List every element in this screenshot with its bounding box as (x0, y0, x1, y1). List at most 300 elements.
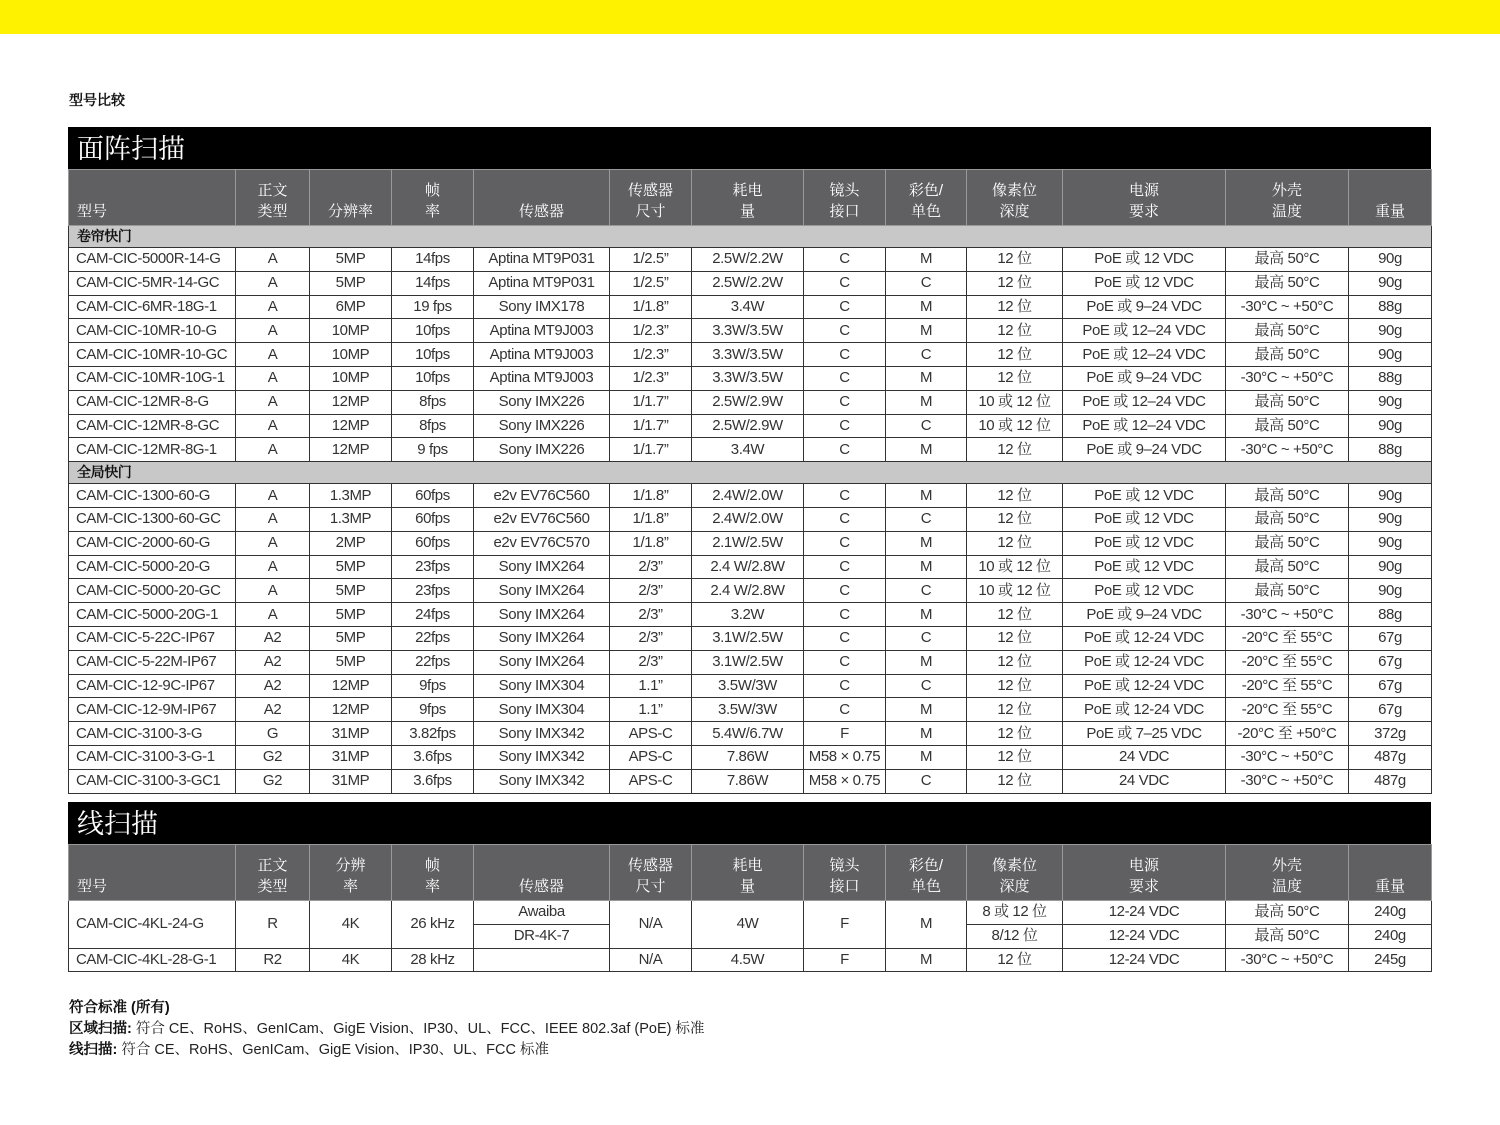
cell-temp: 最高 50°C (1226, 555, 1349, 579)
cell-temp: -20°C 至 55°C (1226, 698, 1349, 722)
table-row (69, 555, 1432, 579)
cell-weight: 487g (1349, 745, 1432, 769)
cell-mount: C (804, 438, 886, 462)
notes-heading: 符合标准 (所有) (69, 1000, 170, 1016)
cell-weight: 487g (1349, 769, 1432, 793)
cell-supply: PoE 或 12 VDC (1063, 555, 1226, 579)
cell-mount: F (804, 948, 886, 972)
cell-model: CAM-CIC-5000-20G-1 (69, 603, 236, 627)
cell-supply: PoE 或 12–24 VDC (1063, 319, 1226, 343)
cell-supply: PoE 或 12–24 VDC (1063, 343, 1226, 367)
cell-weight: 67g (1349, 674, 1432, 698)
cell-mount: C (804, 484, 886, 508)
cell-supply: 24 VDC (1063, 745, 1226, 769)
cell-sensor-size: 2/3” (610, 579, 692, 603)
cell-resolution: 5MP (310, 271, 392, 295)
header-line-1: 帧 (424, 182, 440, 199)
header-line-1: 外壳 (1271, 182, 1302, 199)
cell-supply: PoE 或 12 VDC (1063, 484, 1226, 508)
cell-weight: 240g (1349, 901, 1432, 925)
cell-type: A (236, 366, 310, 390)
column-header (1226, 845, 1349, 901)
cell-type: A (236, 295, 310, 319)
cell-type: A (236, 271, 310, 295)
column-header (610, 170, 692, 226)
cell-weight: 90g (1349, 555, 1432, 579)
cell-depth: 12 位 (967, 948, 1063, 972)
header-line-1: 镜头 (829, 182, 860, 199)
column-header (610, 845, 692, 901)
cell-model: CAM-CIC-6MR-18G-1 (69, 295, 236, 319)
column-header (236, 170, 310, 226)
cell-rate: 10fps (392, 319, 474, 343)
cell-mount: C (804, 650, 886, 674)
cell-supply: 12-24 VDC (1063, 948, 1226, 972)
cell-mount: F (804, 722, 886, 746)
column-header (692, 845, 804, 901)
cell-temp: -30°C ~ +50°C (1226, 745, 1349, 769)
cell-power: 2.5W/2.2W (692, 271, 804, 295)
cell-sensor: Sony IMX264 (474, 626, 610, 650)
table-row (69, 507, 1432, 531)
area-scan-block (68, 127, 1431, 794)
cell-weight: 90g (1349, 271, 1432, 295)
cell-model: CAM-CIC-1300-60-GC (69, 507, 236, 531)
cell-resolution: 12MP (310, 438, 392, 462)
table-row (69, 531, 1432, 555)
cell-type: A (236, 438, 310, 462)
cell-supply: PoE 或 9–24 VDC (1063, 438, 1226, 462)
table-row (69, 674, 1432, 698)
cell-resolution: 4K (310, 901, 392, 949)
cell-rate: 23fps (392, 579, 474, 603)
cell-resolution: 10MP (310, 366, 392, 390)
cell-model: CAM-CIC-5000-20-GC (69, 579, 236, 603)
column-header (967, 845, 1063, 901)
cell-temp: 最高 50°C (1226, 319, 1349, 343)
cell-type: A (236, 484, 310, 508)
cell-power: 3.3W/3.5W (692, 319, 804, 343)
header-line-1: 耗电 (732, 857, 763, 874)
section-label: 卷帘快门 (69, 226, 1432, 248)
cell-rate: 10fps (392, 366, 474, 390)
cell-power: 3.3W/3.5W (692, 366, 804, 390)
cell-power: 2.5W/2.2W (692, 248, 804, 272)
cell-mount: C (804, 555, 886, 579)
cell-color: M (886, 295, 967, 319)
cell-sensor: Sony IMX226 (474, 438, 610, 462)
cell-depth: 10 或 12 位 (967, 579, 1063, 603)
cell-rate: 14fps (392, 271, 474, 295)
cell-sensor-size: 1/1.7” (610, 390, 692, 414)
area-scan-body (69, 226, 1432, 794)
header-line-2: 要求 (1128, 203, 1159, 220)
header-line-1: 耗电 (732, 182, 763, 199)
cell-power: 2.4 W/2.8W (692, 579, 804, 603)
cell-model: CAM-CIC-12MR-8-G (69, 390, 236, 414)
cell-temp: 最高 50°C (1226, 531, 1349, 555)
cell-supply: PoE 或 9–24 VDC (1063, 603, 1226, 627)
cell-color: M (886, 650, 967, 674)
header-line-2: 分辨率 (327, 203, 373, 220)
cell-depth: 12 位 (967, 769, 1063, 793)
cell-mount: F (804, 901, 886, 949)
cell-depth: 12 位 (967, 603, 1063, 627)
column-header (236, 845, 310, 901)
cell-color: M (886, 390, 967, 414)
cell-model: CAM-CIC-12-9C-IP67 (69, 674, 236, 698)
cell-temp: 最高 50°C (1226, 248, 1349, 272)
cell-temp: 最高 50°C (1226, 414, 1349, 438)
cell-supply: 24 VDC (1063, 769, 1226, 793)
cell-sensor-size: N/A (610, 948, 692, 972)
header-line-1: 传感器 (627, 857, 673, 874)
cell-rate: 8fps (392, 414, 474, 438)
column-header (474, 845, 610, 901)
cell-model: CAM-CIC-10MR-10-G (69, 319, 236, 343)
cell-mount: C (804, 414, 886, 438)
cell-model: CAM-CIC-5000-20-G (69, 555, 236, 579)
cell-temp: 最高 50°C (1226, 924, 1349, 948)
cell-depth: 12 位 (967, 484, 1063, 508)
header-line-1: 正文 (257, 857, 288, 874)
cell-temp: 最高 50°C (1226, 271, 1349, 295)
header-line-2: 接口 (829, 203, 860, 220)
column-header (804, 845, 886, 901)
header-line-2: 单色 (910, 878, 941, 895)
area-notes-label: 区域扫描: (69, 1021, 132, 1037)
cell-sensor: Sony IMX264 (474, 650, 610, 674)
cell-power: 4W (692, 901, 804, 949)
cell-depth: 12 位 (967, 674, 1063, 698)
cell-power: 7.86W (692, 769, 804, 793)
cell-type: G2 (236, 745, 310, 769)
cell-model: CAM-CIC-3100-3-G (69, 722, 236, 746)
cell-depth: 12 位 (967, 531, 1063, 555)
cell-weight: 67g (1349, 698, 1432, 722)
cell-supply: PoE 或 9–24 VDC (1063, 366, 1226, 390)
cell-mount: C (804, 507, 886, 531)
header-line-1: 镜头 (829, 857, 860, 874)
cell-color: C (886, 769, 967, 793)
cell-mount: C (804, 626, 886, 650)
table-row (69, 484, 1432, 508)
cell-power: 2.5W/2.9W (692, 390, 804, 414)
cell-sensor-size: 1/2.5” (610, 248, 692, 272)
cell-type: R (236, 901, 310, 949)
cell-resolution: 2MP (310, 531, 392, 555)
cell-weight: 245g (1349, 948, 1432, 972)
cell-model: CAM-CIC-10MR-10-GC (69, 343, 236, 367)
line-scan-block (68, 802, 1431, 972)
header-line-2: 重量 (1374, 878, 1405, 895)
cell-power: 3.4W (692, 438, 804, 462)
table-row (69, 901, 1432, 925)
cell-temp: -30°C ~ +50°C (1226, 366, 1349, 390)
header-line-2: 重量 (1374, 203, 1405, 220)
cell-rate: 9fps (392, 674, 474, 698)
cell-sensor: Aptina MT9J003 (474, 319, 610, 343)
cell-sensor: Aptina MT9J003 (474, 366, 610, 390)
area-scan-table (68, 169, 1432, 794)
cell-supply: PoE 或 12 VDC (1063, 507, 1226, 531)
cell-depth: 12 位 (967, 507, 1063, 531)
table-row (69, 390, 1432, 414)
cell-sensor-size: 2/3” (610, 603, 692, 627)
cell-weight: 90g (1349, 484, 1432, 508)
cell-power: 5.4W/6.7W (692, 722, 804, 746)
cell-power: 3.4W (692, 295, 804, 319)
cell-mount: C (804, 579, 886, 603)
cell-model: CAM-CIC-12MR-8G-1 (69, 438, 236, 462)
cell-sensor: Sony IMX178 (474, 295, 610, 319)
cell-depth: 10 或 12 位 (967, 414, 1063, 438)
cell-depth: 10 或 12 位 (967, 390, 1063, 414)
cell-weight: 88g (1349, 295, 1432, 319)
cell-model: CAM-CIC-12-9M-IP67 (69, 698, 236, 722)
cell-resolution: 5MP (310, 579, 392, 603)
cell-color: M (886, 484, 967, 508)
cell-power: 7.86W (692, 745, 804, 769)
cell-type: A (236, 390, 310, 414)
cell-color: M (886, 248, 967, 272)
cell-type: A (236, 319, 310, 343)
cell-sensor-size: APS-C (610, 769, 692, 793)
cell-power: 3.3W/3.5W (692, 343, 804, 367)
table-row (69, 745, 1432, 769)
cell-type: A (236, 531, 310, 555)
cell-supply: PoE 或 12-24 VDC (1063, 650, 1226, 674)
cell-type: G (236, 722, 310, 746)
cell-rate: 22fps (392, 650, 474, 674)
cell-mount: C (804, 366, 886, 390)
cell-sensor: Sony IMX342 (474, 745, 610, 769)
cell-mount: C (804, 603, 886, 627)
cell-rate: 60fps (392, 484, 474, 508)
section-row (69, 462, 1432, 484)
cell-temp: -30°C ~ +50°C (1226, 948, 1349, 972)
table-row (69, 650, 1432, 674)
cell-supply: 12-24 VDC (1063, 924, 1226, 948)
cell-resolution: 10MP (310, 343, 392, 367)
cell-weight: 90g (1349, 414, 1432, 438)
cell-rate: 9 fps (392, 438, 474, 462)
column-header (392, 845, 474, 901)
cell-model: CAM-CIC-5MR-14-GC (69, 271, 236, 295)
cell-sensor: Sony IMX226 (474, 414, 610, 438)
cell-supply: 12-24 VDC (1063, 901, 1226, 925)
cell-color: M (886, 319, 967, 343)
cell-sensor: DR-4K-7 (474, 924, 610, 948)
table-row (69, 343, 1432, 367)
cell-supply: PoE 或 9–24 VDC (1063, 295, 1226, 319)
cell-color: M (886, 745, 967, 769)
cell-model: CAM-CIC-5-22C-IP67 (69, 626, 236, 650)
cell-power: 3.1W/2.5W (692, 626, 804, 650)
cell-rate: 26 kHz (392, 901, 474, 949)
header-line-2: 率 (424, 878, 440, 895)
table-row (69, 603, 1432, 627)
column-header (69, 170, 236, 226)
cell-resolution: 12MP (310, 698, 392, 722)
cell-depth: 12 位 (967, 343, 1063, 367)
cell-depth: 8/12 位 (967, 924, 1063, 948)
cell-resolution: 5MP (310, 603, 392, 627)
cell-rate: 28 kHz (392, 948, 474, 972)
cell-weight: 90g (1349, 248, 1432, 272)
header-line-2: 尺寸 (635, 203, 666, 220)
cell-sensor-size: 1/1.8” (610, 484, 692, 508)
cell-supply: PoE 或 12–24 VDC (1063, 414, 1226, 438)
cell-sensor (474, 948, 610, 972)
cell-color: C (886, 271, 967, 295)
cell-depth: 12 位 (967, 698, 1063, 722)
table-row (69, 438, 1432, 462)
cell-sensor-size: 1/1.7” (610, 438, 692, 462)
top-accent-bar (0, 0, 1500, 34)
cell-temp: -30°C ~ +50°C (1226, 295, 1349, 319)
cell-sensor-size: APS-C (610, 722, 692, 746)
cell-resolution: 31MP (310, 722, 392, 746)
cell-power: 2.4 W/2.8W (692, 555, 804, 579)
cell-sensor: Sony IMX342 (474, 722, 610, 746)
cell-sensor-size: 1/2.5” (610, 271, 692, 295)
cell-mount: C (804, 319, 886, 343)
cell-sensor: Sony IMX264 (474, 603, 610, 627)
cell-model: CAM-CIC-2000-60-G (69, 531, 236, 555)
cell-power: 3.2W (692, 603, 804, 627)
table-row (69, 769, 1432, 793)
cell-sensor-size: APS-C (610, 745, 692, 769)
header-line-2: 类型 (257, 878, 288, 895)
header-line-2: 尺寸 (635, 878, 666, 895)
table-row (69, 319, 1432, 343)
line-notes-label: 线扫描: (69, 1042, 118, 1058)
cell-color: M (886, 698, 967, 722)
header-line-2: 温度 (1271, 878, 1302, 895)
area-scan-title: 面阵扫描 (68, 127, 1431, 169)
header-line-1: 电源 (1128, 857, 1159, 874)
cell-weight: 90g (1349, 319, 1432, 343)
cell-color: C (886, 414, 967, 438)
column-header (967, 170, 1063, 226)
cell-model: CAM-CIC-10MR-10G-1 (69, 366, 236, 390)
table-row (69, 626, 1432, 650)
table-row (69, 414, 1432, 438)
header-line-2: 深度 (999, 203, 1030, 220)
compliance-notes (69, 998, 705, 1061)
cell-supply: PoE 或 12-24 VDC (1063, 674, 1226, 698)
column-header (474, 170, 610, 226)
cell-sensor-size: 1/1.8” (610, 507, 692, 531)
cell-model: CAM-CIC-3100-3-G-1 (69, 745, 236, 769)
cell-sensor-size: 1/1.8” (610, 295, 692, 319)
cell-resolution: 5MP (310, 650, 392, 674)
cell-mount: C (804, 390, 886, 414)
cell-model: CAM-CIC-4KL-24-G (69, 901, 236, 949)
header-line-2: 型号 (77, 878, 108, 895)
column-header (804, 170, 886, 226)
header-line-2: 类型 (257, 203, 288, 220)
cell-weight: 372g (1349, 722, 1432, 746)
cell-rate: 24fps (392, 603, 474, 627)
area-header-row (69, 170, 1432, 226)
cell-temp: 最高 50°C (1226, 579, 1349, 603)
cell-supply: PoE 或 12–24 VDC (1063, 390, 1226, 414)
cell-color: C (886, 626, 967, 650)
cell-model: CAM-CIC-5-22M-IP67 (69, 650, 236, 674)
cell-color: M (886, 948, 967, 972)
header-line-2: 单色 (910, 203, 941, 220)
area-notes-text: 符合 CE、RoHS、GenICam、GigE Vision、IP30、UL、FCC、IEEE 802.3af (PoE) 标准 (131, 1021, 705, 1037)
cell-resolution: 31MP (310, 745, 392, 769)
cell-power: 4.5W (692, 948, 804, 972)
cell-color: M (886, 531, 967, 555)
cell-supply: PoE 或 12-24 VDC (1063, 626, 1226, 650)
cell-resolution: 1.3MP (310, 507, 392, 531)
cell-power: 3.5W/3W (692, 674, 804, 698)
column-header (1349, 170, 1432, 226)
cell-sensor: Sony IMX264 (474, 579, 610, 603)
cell-weight: 90g (1349, 579, 1432, 603)
cell-temp: -20°C 至 55°C (1226, 650, 1349, 674)
cell-rate: 3.82fps (392, 722, 474, 746)
cell-weight: 88g (1349, 603, 1432, 627)
cell-sensor-size: 1/1.7” (610, 414, 692, 438)
header-line-2: 深度 (999, 878, 1030, 895)
page-heading: 型号比较 (69, 92, 125, 108)
cell-model: CAM-CIC-12MR-8-GC (69, 414, 236, 438)
column-header (692, 170, 804, 226)
cell-temp: -20°C 至 +50°C (1226, 722, 1349, 746)
cell-sensor-size: 1/2.3” (610, 366, 692, 390)
cell-supply: PoE 或 12 VDC (1063, 248, 1226, 272)
section-label: 全局快门 (69, 462, 1432, 484)
cell-depth: 12 位 (967, 319, 1063, 343)
cell-sensor: Sony IMX342 (474, 769, 610, 793)
cell-temp: -20°C 至 55°C (1226, 674, 1349, 698)
line-notes-text: 符合 CE、RoHS、GenICam、GigE Vision、IP30、UL、FCC 标准 (117, 1042, 549, 1058)
cell-depth: 12 位 (967, 438, 1063, 462)
cell-resolution: 12MP (310, 390, 392, 414)
cell-temp: -30°C ~ +50°C (1226, 603, 1349, 627)
cell-color: M (886, 366, 967, 390)
cell-weight: 67g (1349, 626, 1432, 650)
cell-mount: M58 × 0.75 (804, 769, 886, 793)
header-line-1: 传感器 (627, 182, 673, 199)
header-line-2: 量 (739, 203, 755, 220)
cell-model: CAM-CIC-3100-3-GC1 (69, 769, 236, 793)
column-header (886, 170, 967, 226)
cell-rate: 3.6fps (392, 769, 474, 793)
cell-resolution: 10MP (310, 319, 392, 343)
cell-type: A (236, 603, 310, 627)
column-header (69, 845, 236, 901)
cell-type: A (236, 343, 310, 367)
cell-weight: 90g (1349, 531, 1432, 555)
cell-sensor-size: 2/3” (610, 626, 692, 650)
column-header (1063, 170, 1226, 226)
cell-power: 3.1W/2.5W (692, 650, 804, 674)
cell-weight: 88g (1349, 366, 1432, 390)
cell-power: 2.4W/2.0W (692, 484, 804, 508)
column-header (310, 170, 392, 226)
cell-temp: 最高 50°C (1226, 343, 1349, 367)
header-line-1: 彩色/ (908, 857, 944, 874)
cell-sensor: e2v EV76C560 (474, 484, 610, 508)
cell-sensor-size: 2/3” (610, 555, 692, 579)
header-line-1: 帧 (424, 857, 440, 874)
